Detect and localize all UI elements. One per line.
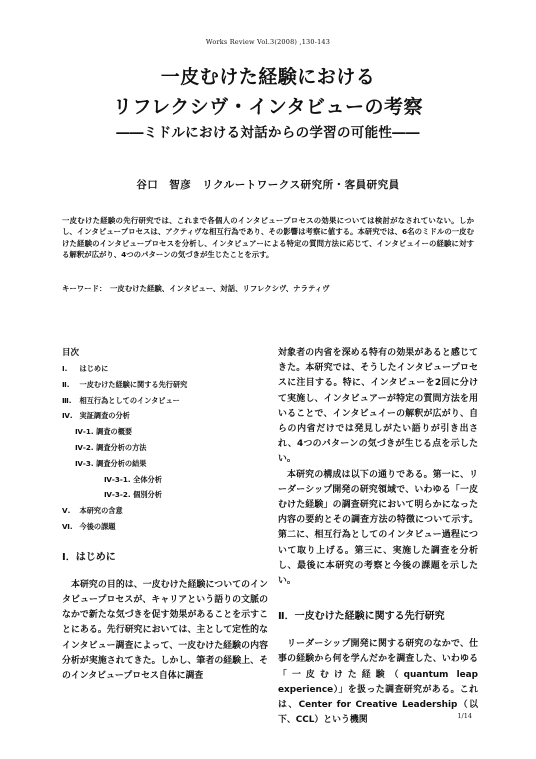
body-paragraph: 本研究の構成は以下の通りである。第一に、リーダーシップ開発の研究領域で、いわゆる「一皮むけた経験」の調査研究において明らかになった内容の要約とその調査方法の特徴について示す。第二に、相互行為としてのインタビュー過程について取り上げる。第三に、実施した調査を分析し、最後に本研究の考察と今後の課題を示したい。	[278, 469, 478, 587]
author-line: 谷口 智彦 リクルートワークス研究所・客員研究員	[136, 179, 400, 191]
toc-item: Ⅳ-3-1. 全体分析	[104, 474, 162, 484]
toc-item: Ⅳ. 実証調査の分析	[62, 411, 130, 421]
right-column	[278, 346, 478, 728]
toc-item: Ⅵ. 今後の課題	[62, 521, 116, 531]
body-paragraph: リーダーシップ開発に関する研究のなかで、仕事の経験から何を学んだかを調査した、いわゆる「一皮むけた経験（quantum leap experience）」を扱った調査研究がある。これは、Center for Creative Leadership（以下、CCL）という機関	[278, 639, 478, 726]
toc-item: Ⅳ-2. 調査分析の方法	[75, 442, 147, 452]
table-of-contents	[62, 364, 268, 538]
toc-item: Ⅳ-1. 調査の概要	[75, 427, 133, 437]
toc-item: Ⅰ. はじめに	[62, 364, 109, 373]
toc-item: Ⅳ-3-2. 個別分析	[104, 490, 162, 500]
page-number: 1/14	[457, 712, 472, 720]
paper-title-line2: リフレクシヴ・インタビューの考察	[112, 96, 424, 118]
keywords: キーワード： 一皮むけた経験、インタビュー、対話、リフレクシヴ、ナラティヴ	[62, 284, 330, 293]
left-column	[62, 346, 268, 684]
body-paragraph: 対象者の内省を深める特有の効果があると感じてきた。本研究では、そうしたインタビュープロセスに注目する。特に、インタビューを2回に分けて実施し、インタビュアーが特定の質問方法を用いることで、インタビュイーの解釈が広がり、自らの内省だけでは発見しがたい語りが引き出され、4つのパターンの気づきが生じる点を示したい。	[278, 348, 478, 465]
section-heading-intro: Ⅰ．はじめに	[62, 551, 116, 563]
abstract: 一皮むけた経験の先行研究では、これまで各個人のインタビュープロセスの効果については検討がなされていない。しかし、インタビュープロセスは、アクティヴな相互行為であり、その影響は考察に値する。本研究では、6名のミドルの一皮むけた経験のインタビュープロセスを分析し、インタビュアーによる特定の質問方法に応じて、インタビュイーの経験に対する解釈が広がり、4つのパターンの気づきが生じたことを示す。	[62, 216, 474, 260]
journal-header: Works Review Vol.3(2008) ,130-143	[205, 38, 331, 46]
section-heading-prior-research: Ⅱ．一皮むけた経験に関する先行研究	[278, 611, 445, 623]
intro-paragraph: 本研究の目的は、一皮むけた経験についてのインタビュープロセスが、キャリアという語りの文脈のなかで新たな気づきを促す効果があることを示すことにある。先行研究においては、主として定性的なインタビュー調査によって、一皮むけた経験の内容分析が実施されてきた。しかし、筆者の経験上、そのインタビュープロセス自体に調査	[62, 579, 268, 681]
paper-title-line1: 一皮むけた経験における	[160, 66, 376, 88]
toc-title: 目次	[62, 348, 80, 358]
toc-item: Ⅲ. 相互行為としてのインタビュー	[62, 395, 180, 405]
toc-item: Ⅳ-3. 調査分析の結果	[75, 458, 147, 468]
paper-subtitle: ――ミドルにおける対話からの学習の可能性――	[116, 125, 420, 141]
toc-item: Ⅱ. 一皮むけた経験に関する先行研究	[62, 379, 188, 389]
toc-item: Ⅴ. 本研究の含意	[62, 506, 123, 516]
